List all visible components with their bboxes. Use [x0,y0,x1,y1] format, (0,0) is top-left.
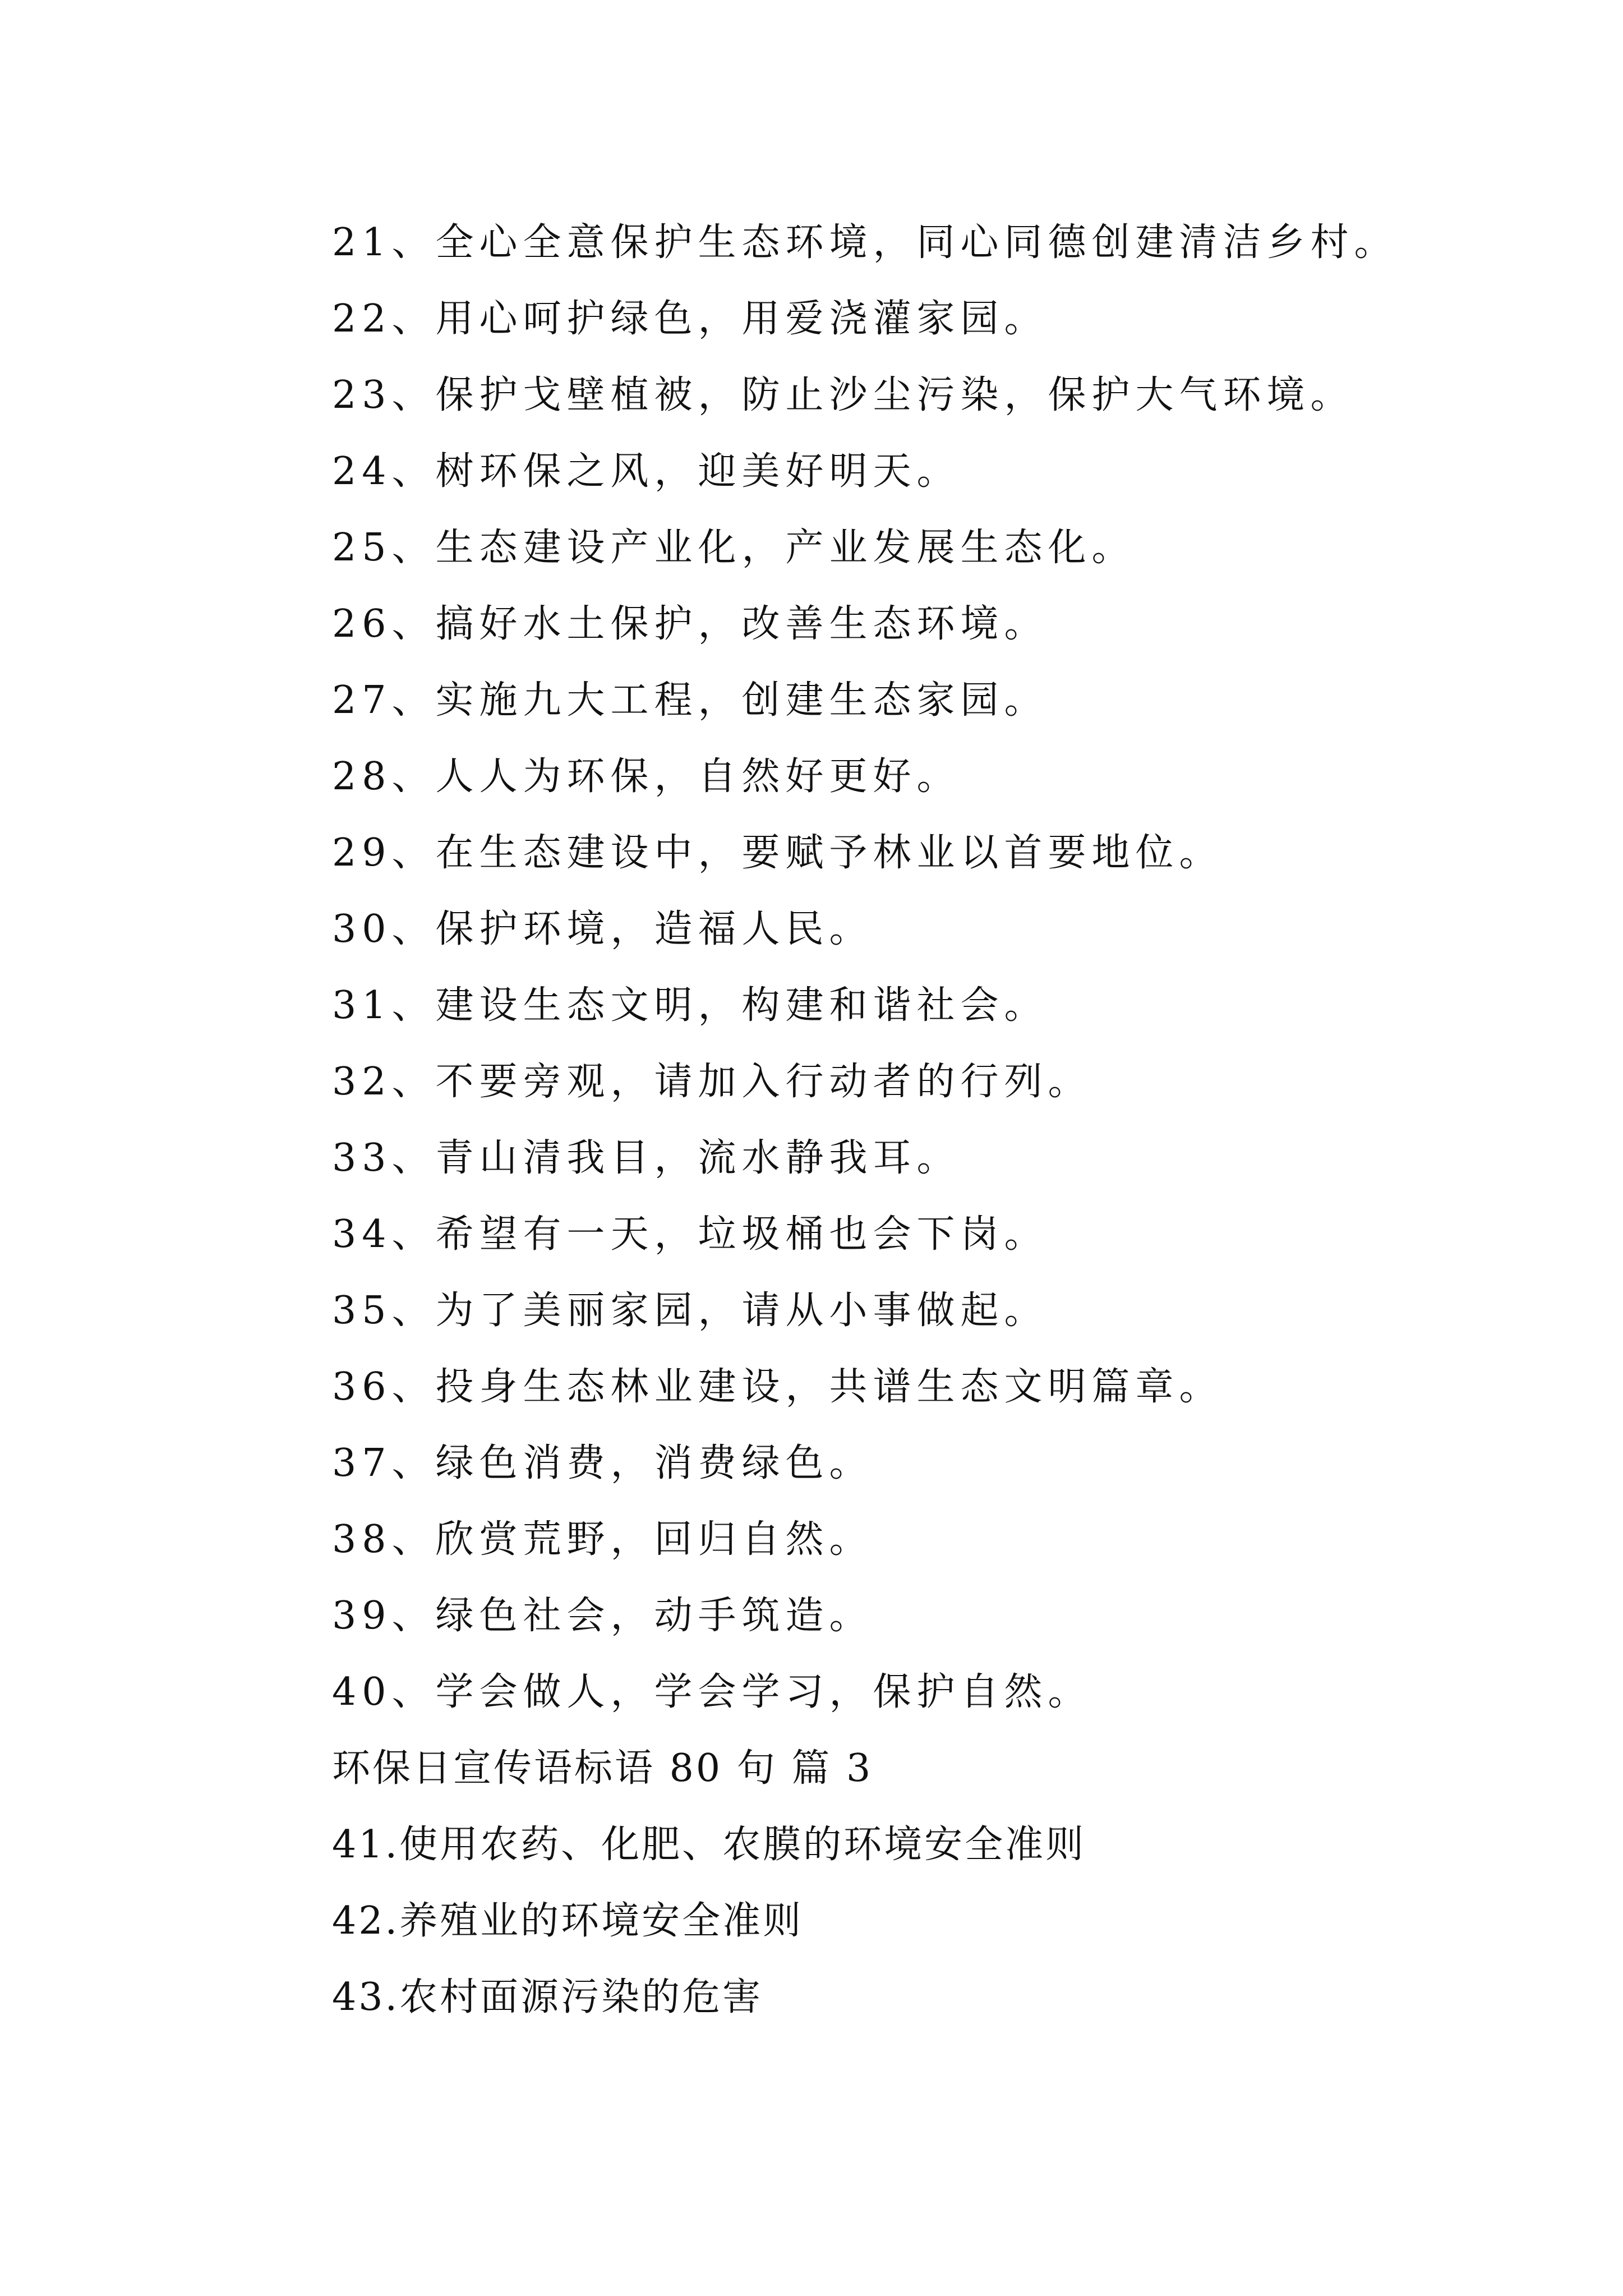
slogan-line: 35、为了美丽家园，请从小事做起。 [332,1289,1048,1333]
slogan-line: 40、学会做人，学会学习，保护自然。 [332,1670,1092,1714]
slogan-line: 36、投身生态林业建设，共谱生态文明篇章。 [332,1365,1223,1409]
slogan-line: 33、青山清我目，流水静我耳。 [332,1136,961,1180]
slogan-line: 32、不要旁观，请加入行动者的行列。 [332,1060,1092,1104]
slogan-line: 26、搞好水土保护，改善生态环境。 [332,602,1048,646]
section-line: 43.农村面源污染的危害 [332,1975,763,2019]
slogan-line: 37、绿色消费，消费绿色。 [332,1441,873,1485]
slogan-line: 34、希望有一天，垃圾桶也会下岗。 [332,1212,1048,1257]
slogan-line: 27、实施九大工程，创建生态家园。 [332,678,1048,723]
section-line: 41.使用农药、化肥、农膜的环境安全准则 [332,1823,1086,1867]
section-heading: 环保日宣传语标语 80 句 篇 3 [332,1746,873,1791]
slogan-line: 39、绿色社会，动手筑造。 [332,1594,873,1638]
slogan-line: 28、人人为环保，自然好更好。 [332,754,961,799]
section-line: 42.养殖业的环境安全准则 [332,1899,804,1943]
slogan-line: 23、保护戈壁植被，防止沙尘污染，保护大气环境。 [332,373,1354,417]
slogan-line: 30、保护环境，造福人民。 [332,907,873,951]
slogan-line: 24、树环保之风，迎美好明天。 [332,449,961,494]
document-body [332,205,1538,2036]
slogan-line: 38、欣赏荒野，回归自然。 [332,1517,873,1562]
slogan-line: 29、在生态建设中，要赋予林业以首要地位。 [332,831,1223,875]
slogan-line: 22、用心呵护绿色，用爱浇灌家园。 [332,297,1048,341]
slogan-line: 31、建设生态文明，构建和谐社会。 [332,983,1048,1028]
slogan-line: 21、全心全意保护生态环境，同心同德创建清洁乡村。 [332,220,1398,265]
slogan-line: 25、生态建设产业化，产业发展生态化。 [332,526,1136,570]
